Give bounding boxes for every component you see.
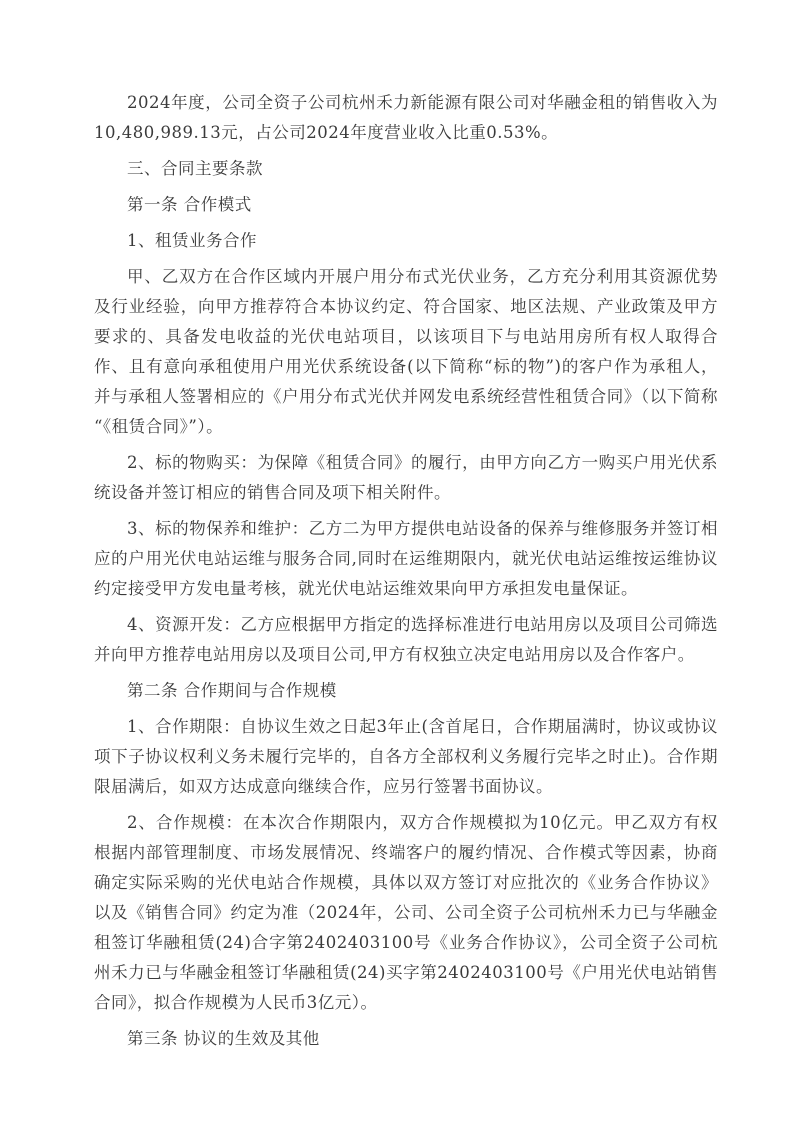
paragraph: 4、资源开发：乙方应根据甲方指定的选择标准进行电站用房以及项目公司筛选并向甲方推荐电站用房以及项目公司,甲方有权独立决定电站用房以及合作客户。 <box>94 615 718 664</box>
section-heading: 第二条 合作期间与合作规模 <box>127 681 337 700</box>
section-heading: 三、合同主要条款 <box>127 159 263 178</box>
document-content <box>94 88 718 1060</box>
section-heading: 第一条 合作模式 <box>127 195 252 214</box>
section-heading: 第三条 协议的生效及其他 <box>127 1029 320 1048</box>
paragraph: 3、标的物保养和维护：乙方二为甲方提供电站设备的保养与维修服务并签订相应的户用光伏电站运维与服务合同,同时在运维期限内，就光伏电站运维按运维协议约定接受甲方发电量考核，就光伏电站运维效果向甲方承担发电量保证。 <box>94 519 718 598</box>
paragraph: 2、合作规模：在本次合作期限内，双方合作规模拟为10亿元。甲乙双方有权根据内部管理制度、市场发展情况、终端客户的履约情况、合作模式等因素，协商确定实际采购的光伏电站合作规模，具体以双方签订对应批次的《业务合作协议》以及《销售合同》约定为准（2024年，公司、公司全资子公司杭州禾力已与华融金租签订华融租赁(24)合字第2402403100号《业务合作协议》，公司全资子公司杭州禾力已与华融金租签订华融租赁(24)买字第2402403100号《户用光伏电站销售合同》，拟合作规模为人民币3亿元）。 <box>94 813 718 1012</box>
paragraph: 1、合作期限：自协议生效之日起3年止(含首尾日，合作期届满时，协议或协议项下子协议权利义务未履行完毕的，自各方全部权利义务履行完毕之时止)。合作期限届满后，如双方达成意向继续合作，应另行签署书面协议。 <box>94 717 718 796</box>
paragraph: 甲、乙双方在合作区域内开展户用分布式光伏业务，乙方充分利用其资源优势及行业经验，向甲方推荐符合本协议约定、符合国家、地区法规、产业政策及甲方要求的、具备发电收益的光伏电站项目，以该项目下与电站用房所有权人取得合作、且有意向承租使用户用光伏系统设备(以下简称“标的物”)的客户作为承租人，并与承租人签署相应的《户用分布式光伏并网发电系统经营性租赁合同》（以下简称“《租赁合同》”）。 <box>94 267 718 436</box>
section-heading: 1、租赁业务合作 <box>127 231 257 250</box>
paragraph: 2024年度，公司全资子公司杭州禾力新能源有限公司对华融金租的销售收入为10,480,989.13元，占公司2024年度营业收入比重0.53%。 <box>94 93 718 142</box>
paragraph: 2、标的物购买：为保障《租赁合同》的履行，由甲方向乙方一购买户用光伏系统设备并签订相应的销售合同及项下相关附件。 <box>94 453 718 502</box>
